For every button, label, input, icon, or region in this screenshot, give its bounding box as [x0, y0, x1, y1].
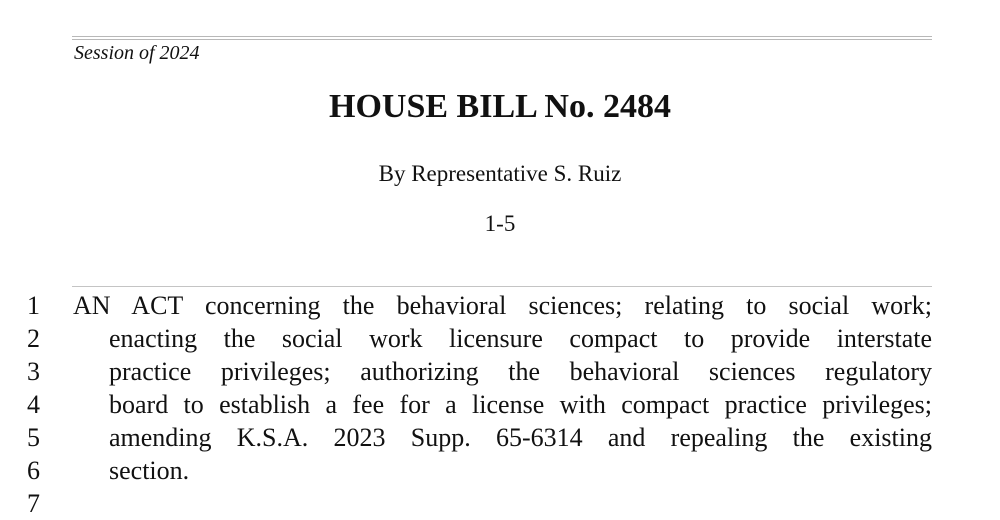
act-line: AN ACT concerning the behavioral sciences; relating to social work; — [73, 291, 932, 320]
line-number: 1 — [27, 291, 40, 320]
line-number-gutter — [0, 289, 40, 520]
bill-date: 1-5 — [484, 211, 516, 236]
act-line: section. — [109, 456, 190, 485]
act-line: enacting the social work licensure compact to provide interstate — [109, 324, 932, 353]
act-line: board to establish a fee for a license with compact practice privileges; — [109, 390, 932, 419]
line-number: 2 — [27, 324, 40, 353]
header-rule-upper — [72, 36, 932, 37]
session-label: Session of 2024 — [74, 42, 200, 64]
act-title-text — [73, 289, 932, 487]
act-line: practice privileges; authorizing the behavioral sciences regulatory — [109, 357, 932, 386]
bill-title: HOUSE BILL No. 2484 — [329, 88, 671, 125]
header-rule-lower — [72, 39, 932, 40]
line-number: 3 — [27, 357, 40, 386]
bill-sponsor: By Representative S. Ruiz — [378, 161, 622, 186]
section-divider — [72, 286, 932, 287]
line-number: 7 — [27, 489, 40, 518]
line-number: 6 — [27, 456, 40, 485]
act-line: amending K.S.A. 2023 Supp. 65-6314 and repealing the existing — [109, 423, 932, 452]
line-number: 4 — [27, 390, 40, 419]
line-number: 5 — [27, 423, 40, 452]
